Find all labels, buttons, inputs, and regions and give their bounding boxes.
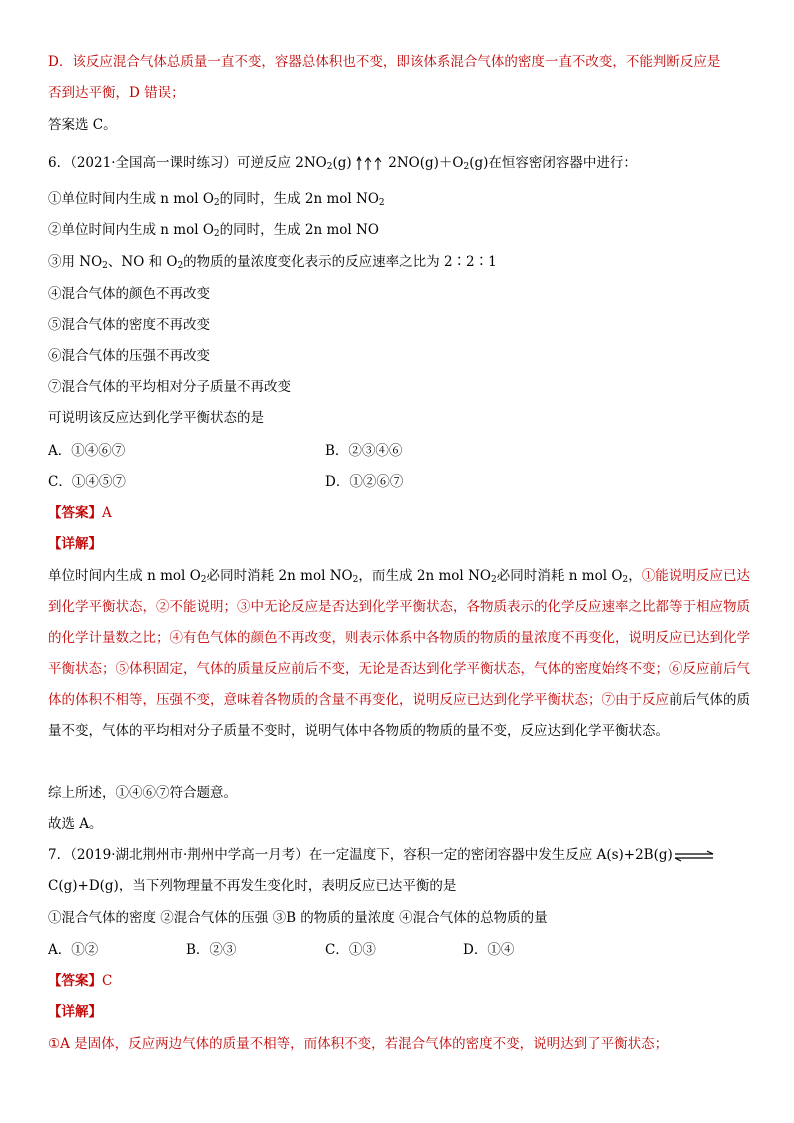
q6-answer: 【答案】A xyxy=(48,505,112,521)
question-7-stem-line-2: C(g)+D(g)，当下列物理量不再发生变化时，表明反应已达平衡的是 xyxy=(48,878,457,894)
q6-item-2: ②单位时间内生成 n mol $O_2$的同时，生成 2n mol NO xyxy=(48,222,379,239)
q6-choose: 故选 A。 xyxy=(48,816,103,832)
q6-item-5: ⑤混合气体的密度不再改变 xyxy=(48,317,210,333)
question-6-stem: 6．（2021·全国高一课时练习）可逆反应 $2NO_2(g)$ $2NO(g)+O_2(g)$在恒容密闭容器中进行： xyxy=(48,155,637,172)
q7-option-b: B．②③ xyxy=(186,942,237,958)
d-explanation-line-2: 否到达平衡，D 错误； xyxy=(48,85,185,101)
q6-option-b: B．②③④⑥ xyxy=(325,443,403,459)
q7-answer: 【答案】C xyxy=(48,973,113,989)
q6-detail-label: 【详解】 xyxy=(48,536,102,552)
q6-question: 可说明该反应达到化学平衡状态的是 xyxy=(48,410,264,426)
q6-option-a: A．①④⑥⑦ xyxy=(48,443,126,459)
q7-detail-label: 【详解】 xyxy=(48,1004,102,1020)
q6-item-3: ③用 $NO_2$、NO 和 $O_2$的物质的量浓度变化表示的反应速率之比为 2∶2∶1 xyxy=(48,254,497,271)
q6-summary: 综上所述，①④⑥⑦符合题意。 xyxy=(48,785,237,801)
equilibrium-arrow-icon xyxy=(673,850,715,862)
q7-option-d: D．①④ xyxy=(463,942,515,958)
q6-item-4: ④混合气体的颜色不再改变 xyxy=(48,286,210,302)
q6-option-c: C．①④⑤⑦ xyxy=(48,474,126,490)
d-explanation-line-1: D．该反应混合气体总质量一直不变，容器总体积也不变，即该体系混合气体的密度一直不改变，不能判断反应是 xyxy=(48,54,721,70)
question-7-stem-line-1: 7．（2019·湖北荆州市·荆州中学高一月考）在一定温度下，容积一定的密闭容器中发生反应 A(s)+2B(g) xyxy=(48,845,715,865)
q6-item-7: ⑦混合气体的平均相对分子质量不再改变 xyxy=(48,379,291,395)
q6-item-1: ①单位时间内生成 n mol $O_2$的同时，生成 2n mol $NO_2$ xyxy=(48,191,385,208)
q6-item-6: ⑥混合气体的压强不再改变 xyxy=(48,348,210,364)
q7-detail-line-1: ①A 是固体，反应两边气体的质量不相等，而体积不变，若混合气体的密度不变，说明达到了平衡状态； xyxy=(48,1036,669,1052)
q7-items: ①混合气体的密度 ②混合气体的压强 ③B 的物质的量浓度 ④混合气体的总物质的量 xyxy=(48,910,548,926)
q7-option-c: C．①③ xyxy=(325,942,376,958)
answer-c-line: 答案选 C。 xyxy=(48,117,117,133)
q6-option-d: D．①②⑥⑦ xyxy=(325,474,404,490)
q6-detail-paragraph: 单位时间内生成 n mol $O_2$必同时消耗 2n mol $NO_2$，而生成 2n mol $NO_2$必同时消耗 n mol $O_2$，①能说明反应已达到化学平衡状态，②不能说明；③中无论反应是否达到化学平衡状态，各物质表示的化学反应速率之比都等于相应物质的化学计量数之比；④有色气体的颜色不再改变，则表示体系中各物质的物质的量浓度不再变化，说明反应已达到化学平衡状态；⑤体积固定，气体的质量反应前后不变，无论是否达到化学平衡状态，气体的密度始终不变；⑥反应前后气体的体积不相等，压强不变，意味着各物质的含量不再变化，说明反应已达到化学平衡状态；⑦由于反应前后气体的质量不变，气体的平均相对分子质量不变时，说明气体中各物质的物质的量不变，反应达到化学平衡状态。 xyxy=(48,568,750,739)
q7-option-a: A．①② xyxy=(48,942,99,958)
reversible-arrow-icon xyxy=(356,156,384,172)
